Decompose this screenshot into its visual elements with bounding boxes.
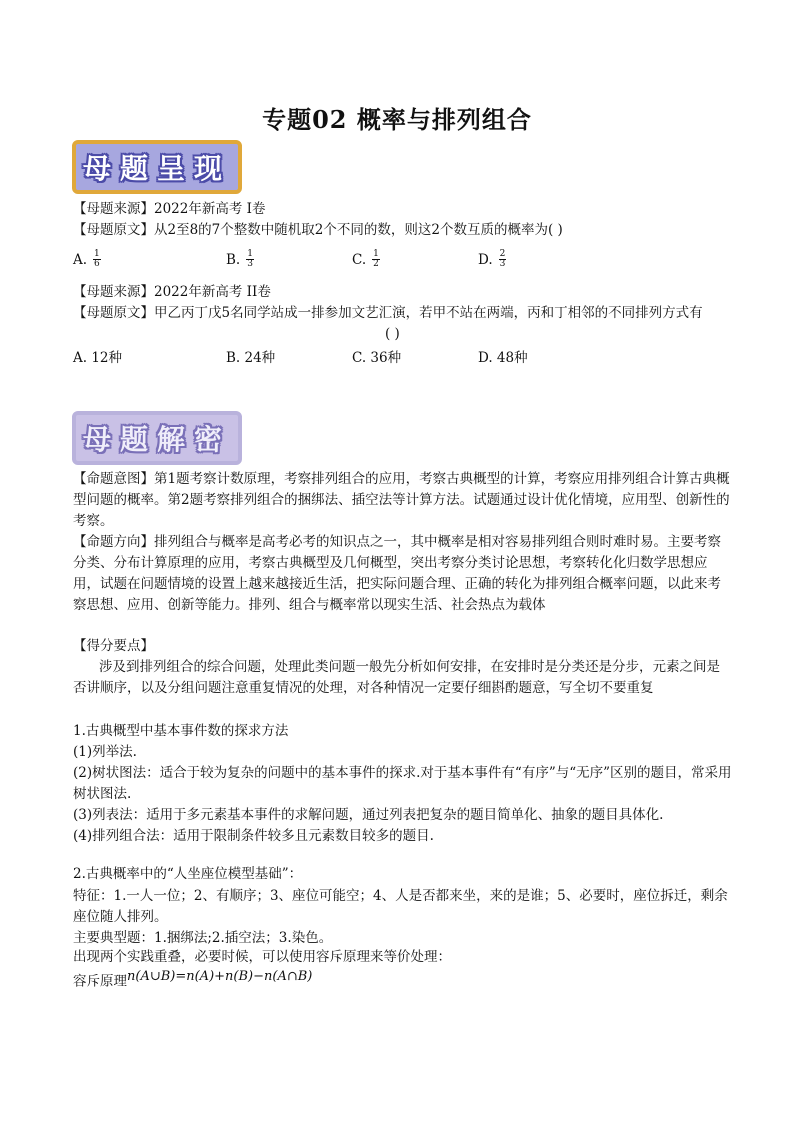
section2-feature: 特征：1.一人一位；2、有顺序；3、座位可能空；4、人是否都来坐，来的是谁；5、必要时，座位拆迁，剩余座位随人排列。 bbox=[73, 888, 728, 925]
q1-option-c: C. $\frac{1}{2}$ bbox=[352, 249, 379, 269]
page-title: 专题02 概率与排列组合 bbox=[262, 105, 532, 134]
badge-text: 母题解密 bbox=[82, 423, 231, 456]
section2-types: 主要典型题：1.捆绑法;2.插空法；3.染色。 bbox=[73, 930, 333, 946]
direction-paragraph: 【命题方向】排列组合与概率是高考必考的知识点之一，其中概率是相对容易排列组合则时难时易。主要考察分类、分布计算原理的应用，考察古典概型及几何概型，突出考察分类讨论思想，考察转化化归数学思想应用，试题在问题情境的设置上越来越接近生活，把实际问题合理、正确的转化为排列组合概率问题，以此来考察思想、应用、创新等能力。排列、组合与概率常以现实生活、社会热点为载体 bbox=[73, 534, 721, 613]
section2-note: 出现两个实践重叠，必要时候，可以使用容斥原理来等价处理： bbox=[73, 949, 451, 965]
q2-option-d: D. 48种 bbox=[478, 350, 528, 366]
q2-source: 【母题来源】2022年新高考 II卷 bbox=[73, 284, 271, 300]
section-badge-analysis bbox=[72, 411, 242, 465]
badge-text: 母题呈现 bbox=[82, 152, 231, 185]
q2-option-c: C. 36种 bbox=[352, 350, 402, 366]
q2-text: 【母题原文】甲乙丙丁戊5名同学站成一排参加文艺汇演，若甲不站在两端，丙和丁相邻的不同排列方式有 bbox=[73, 305, 703, 321]
section1-item: (2)树状图法：适合于较为复杂的问题中的基本事件的探求.对于基本事件有“有序”与“无序”区别的题目，常采用树状图法. bbox=[73, 765, 732, 802]
section1-item: (4)排列组合法：适用于限制条件较多且元素数目较多的题目. bbox=[73, 828, 434, 844]
section1-heading: 1.古典概型中基本事件数的探求方法 bbox=[73, 723, 289, 739]
q2-option-a: A. 12种 bbox=[73, 350, 123, 366]
inclusion-exclusion-formula: 容斥原理n(A∪B)=n(A)+n(B)−n(A∩B) bbox=[73, 969, 313, 990]
section-badge-problem bbox=[72, 140, 242, 194]
points-paragraph: 涉及到排列组合的综合问题，处理此类问题一般先分析如何安排，在安排时是分类还是分步，元素之间是否讲顺序，以及分组问题注意重复情况的处理，对各种情况一定要仔细斟酌题意，写全切不要重复 bbox=[73, 659, 720, 696]
q2-option-b: B. 24种 bbox=[226, 350, 276, 366]
q1-text: 【母题原文】从2至8的7个整数中随机取2个不同的数，则这2个数互质的概率为( ) bbox=[73, 222, 563, 238]
section1-item: (1)列举法. bbox=[73, 744, 137, 760]
section2-heading: 2.古典概率中的“人坐座位模型基础”： bbox=[73, 866, 303, 882]
section1-item: (3)列表法：适用于多元素基本事件的求解问题，通过列表把复杂的题目简单化、抽象的题目具体化. bbox=[73, 807, 664, 823]
q1-option-d: D. $\frac{2}{3}$ bbox=[478, 249, 506, 269]
q2-answer-paren: ( ) bbox=[385, 326, 400, 342]
points-label: 【得分要点】 bbox=[73, 638, 154, 654]
q1-option-a: A. $\frac{1}{6}$ bbox=[73, 249, 100, 269]
intent-paragraph: 【命题意图】第1题考察计数原理，考察排列组合的应用，考察古典概型的计算，考察应用排列组合计算古典概型问题的概率。第2题考察排列组合的捆绑法、插空法等计算方法。试题通过设计优化情境，应用型、创新性的考察。 bbox=[73, 471, 730, 529]
q1-option-b: B. $\frac{1}{3}$ bbox=[226, 249, 253, 269]
q1-source: 【母题来源】2022年新高考 I卷 bbox=[73, 201, 266, 217]
